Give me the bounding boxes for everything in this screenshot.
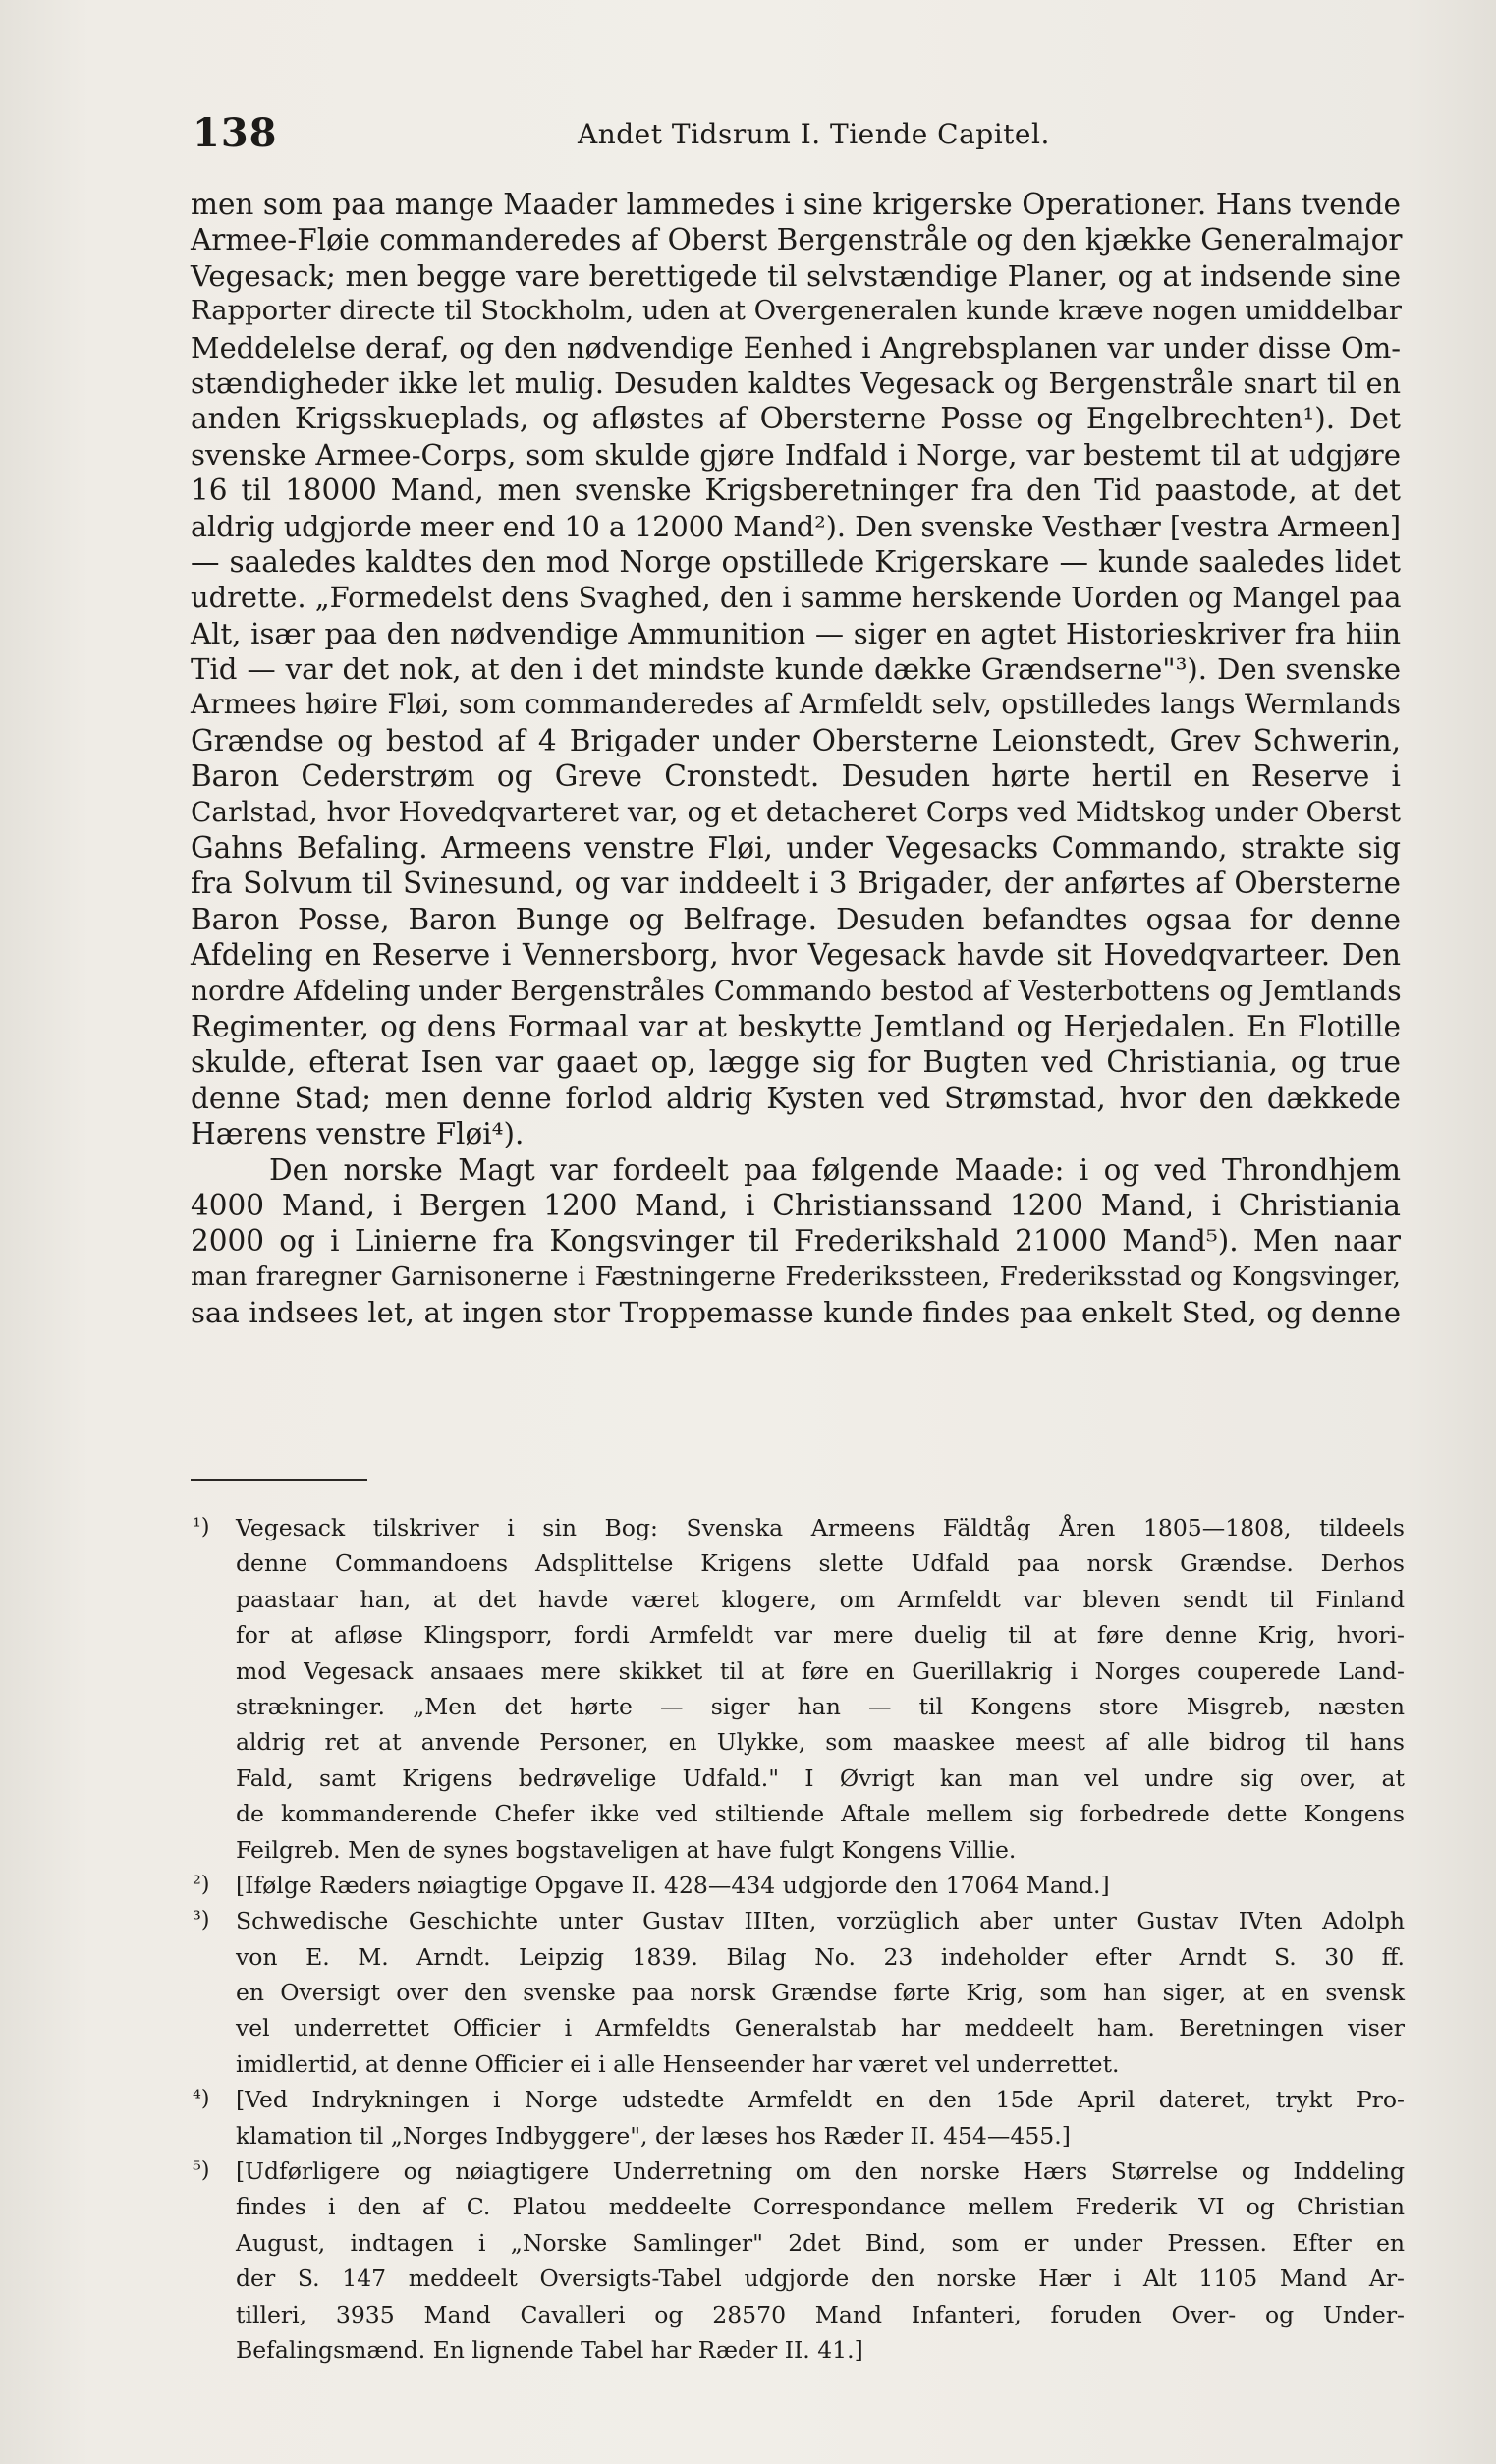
- footnote-line: imidlertid, at denne Officier ei i alle Henseender har været vel underrettet.: [236, 2049, 1120, 2078]
- footnote-line: Befalingsmænd. En lignende Tabel har Ræder II. 41.]: [236, 2335, 863, 2364]
- footnote-line: paastaar han, at det havde været klogere, om Armfeldt var bleven sendt til Finland: [236, 1585, 1405, 1613]
- page-number: 138: [193, 110, 278, 156]
- footnote-line: August, indtagen i „Norske Samlinger" 2det Bind, som er under Pressen. Efter en: [236, 2228, 1405, 2257]
- text-line: 4000 Mand, i Bergen 1200 Mand, i Christianssand 1200 Mand, i Christiania: [191, 1188, 1401, 1222]
- footnote-line: en Oversigt over den svenske paa norsk Grændse førte Krig, som han siger, at en svensk: [236, 1979, 1405, 2007]
- text-line: Hærens venstre Fløi⁴).: [191, 1117, 525, 1151]
- text-line: skulde, efterat Isen var gaaet op, lægge sig for Bugten ved Christiania, og true: [191, 1045, 1401, 1080]
- text-line: Afdeling en Reserve i Vennersborg, hvor Vegesack havde sit Hovedqvarteer. Den: [191, 938, 1401, 973]
- text-line: Meddelelse deraf, og den nødvendige Eenhed i Angrebsplanen var under disse Om-: [191, 330, 1401, 364]
- footnote-line: klamation til „Norges Indbyggere", der læses hos Ræder II. 454—455.]: [236, 2121, 1071, 2150]
- footnote-5: [193, 2156, 1405, 2371]
- text-line: men som paa mange Maader lammedes i sine krigerske Operationer. Hans tvende: [191, 188, 1401, 221]
- text-line: Rapporter directe til Stockholm, uden at Overgeneralen kunde kræve nogen umiddelbar: [191, 296, 1402, 327]
- text-line: denne Stad; men denne forlod aldrig Kysten ved Strømstad, hvor den dækkede: [191, 1081, 1401, 1115]
- text-line: Den norske Magt var fordeelt paa følgende Maade: i og ved Throndhjem: [269, 1152, 1401, 1187]
- footnote-marker: ²): [193, 1872, 210, 1897]
- text-line: anden Krigsskueplads, og afløstes af Obersterne Posse og Engelbrechten¹). Det: [191, 402, 1401, 436]
- body-text: [191, 187, 1401, 1331]
- text-line: Gahns Befaling. Armeens venstre Fløi, under Vegesacks Commando, strakte sig: [191, 831, 1401, 866]
- footnote-divider: [191, 1479, 367, 1481]
- footnote-line: Schwedische Geschichte unter Gustav IIIten, vorzüglich aber unter Gustav IVten Adolph: [236, 1907, 1405, 1935]
- footnote-line: [Ved Indrykningen i Norge udstedte Armfeldt en den 15de April dateret, trykt Pro-: [236, 2086, 1405, 2114]
- footnote-line: findes i den af C. Platou meddeelte Correspondance mellem Frederik VI og Christian: [236, 2193, 1405, 2221]
- footnote-line: [Udførligere og nøiagtigere Underretning om den norske Hærs Størrelse og Inddeling: [236, 2157, 1405, 2186]
- text-line: stændigheder ikke let mulig. Desuden kaldtes Vegesack og Bergenstråle snart til en: [191, 365, 1401, 400]
- footnote-line: von E. M. Arndt. Leipzig 1839. Bilag No. 23 indeholder efter Arndt S. 30 ff.: [236, 1942, 1405, 1971]
- page-header: [193, 110, 1411, 159]
- footnote-line: der S. 147 meddeelt Oversigts-Tabel udgjorde den norske Hær i Alt 1105 Mand Ar-: [236, 2265, 1405, 2293]
- text-line: Baron Posse, Baron Bunge og Belfrage. Desuden befandtes ogsaa for denne: [191, 902, 1401, 936]
- footnote-line: [Ifølge Ræders nøiagtige Opgave II. 428—434 udgjorde den 17064 Mand.]: [236, 1871, 1110, 1899]
- footnote-line: Vegesack tilskriver i sin Bog: Svenska Armeens Fäldtåg Åren 1805—1808, tildeels: [236, 1514, 1405, 1541]
- footnote-line: mod Vegesack ansaaes mere skikket til at føre en Guerillakrig i Norges couperede Land-: [236, 1656, 1405, 1685]
- text-line: Alt, især paa den nødvendige Ammunition — siger en agtet Historieskriver fra hiin: [191, 616, 1401, 650]
- footnote-marker: ³): [193, 1908, 210, 1933]
- footnote-line: de kommanderende Chefer ikke ved stiltiende Aftale mellem sig forbedrede dette Kongens: [236, 1800, 1405, 1828]
- text-line: — saaledes kaldtes den mod Norge opstillede Krigerskare — kunde saaledes lidet: [191, 544, 1401, 579]
- footnote-line: for at afløse Klingsporr, fordi Armfeldt var mere duelig til at føre denne Krig, hvori-: [236, 1621, 1405, 1650]
- text-line: 16 til 18000 Mand, men svenske Krigsberetninger fra den Tid paastode, at det: [191, 474, 1401, 508]
- footnote-3: [193, 1906, 1405, 2085]
- text-line: Regimenter, og dens Formaal var at beskytte Jemtland og Herjedalen. En Flotille: [191, 1009, 1401, 1043]
- text-line: Vegesack; men begge vare berettigede til selvstændige Planer, og at indsende sine: [191, 258, 1401, 293]
- text-line: Baron Cederstrøm og Greve Cronstedt. Desuden hørte hertil en Reserve i: [191, 759, 1401, 794]
- text-line: Carlstad, hvor Hovedqvarteret var, og et detacheret Corps ved Midtskog under Oberst: [191, 795, 1401, 828]
- text-line: udrette. „Formedelst dens Svaghed, den i samme herskende Uorden og Mangel paa: [191, 581, 1402, 615]
- text-line: aldrig udgjorde meer end 10 a 12000 Mand²). Den svenske Vesthær [vestra Armeen]: [191, 509, 1401, 543]
- footnotes: [193, 1513, 1405, 2371]
- footnote-line: Fald, samt Krigens bedrøvelige Udfald." I Øvrigt kan man vel undre sig over, at: [236, 1764, 1405, 1792]
- footnote-marker: ⁴): [193, 2087, 210, 2112]
- footnote-1: [193, 1513, 1405, 1871]
- footnote-marker: ⁵): [193, 2158, 210, 2184]
- text-line: 2000 og i Linierne fra Kongsvinger til Frederikshald 21000 Mand⁵). Men naar: [191, 1224, 1401, 1259]
- footnote-line: vel underrettet Officier i Armfeldts Generalstab har meddeelt ham. Beretningen viser: [236, 2014, 1405, 2043]
- footnote-line: tilleri, 3935 Mand Cavalleri og 28570 Mand Infanteri, foruden Over- og Under-: [236, 2300, 1405, 2328]
- running-head: Andet Tidsrum I. Tiende Capitel.: [578, 118, 1050, 150]
- footnote-marker: ¹): [193, 1515, 210, 1540]
- footnote-line: aldrig ret at anvende Personer, en Ulykke, som maaskee meest af alle bidrog til hans: [236, 1728, 1405, 1757]
- text-line: Grændse og bestod af 4 Brigader under Obersterne Leionstedt, Grev Schwerin,: [191, 723, 1401, 757]
- footnote-line: Feilgreb. Men de synes bogstaveligen at have fulgt Kongens Villie.: [236, 1835, 1017, 1864]
- text-line: Armees høire Fløi, som commanderedes af Armfeldt selv, opstilledes langs Wermlands: [191, 688, 1401, 721]
- footnote-2: [193, 1871, 1405, 1906]
- text-line: nordre Afdeling under Bergenstråles Commando bestod af Vesterbottens og Jemtlands: [191, 974, 1402, 1007]
- text-line: saa indsees let, at ingen stor Troppemasse kunde findes paa enkelt Sted, og denne: [191, 1296, 1401, 1330]
- footnote-4: [193, 2085, 1405, 2156]
- footnote-line: strækninger. „Men det hørte — siger han — til Kongens store Misgreb, næsten: [236, 1692, 1405, 1720]
- text-line: Armee-Fløie commanderedes af Oberst Bergenstråle og den kjække Generalmajor: [191, 223, 1403, 257]
- text-line: fra Solvum til Svinesund, og var inddeelt i 3 Brigader, der anførtes af Obersterne: [191, 867, 1401, 901]
- footnote-line: denne Commandoens Adsplittelse Krigens slette Udfald paa norsk Grændse. Derhos: [236, 1549, 1405, 1578]
- text-line: Tid — var det nok, at den i det mindste kunde dække Grændserne"³). Den svenske: [191, 652, 1401, 687]
- text-line: man fraregner Garnisonerne i Fæstningerne Frederikssteen, Frederiksstad og Kongsvinger,: [191, 1261, 1401, 1292]
- text-line: svenske Armee-Corps, som skulde gjøre Indfald i Norge, var bestemt til at udgjøre: [191, 437, 1401, 472]
